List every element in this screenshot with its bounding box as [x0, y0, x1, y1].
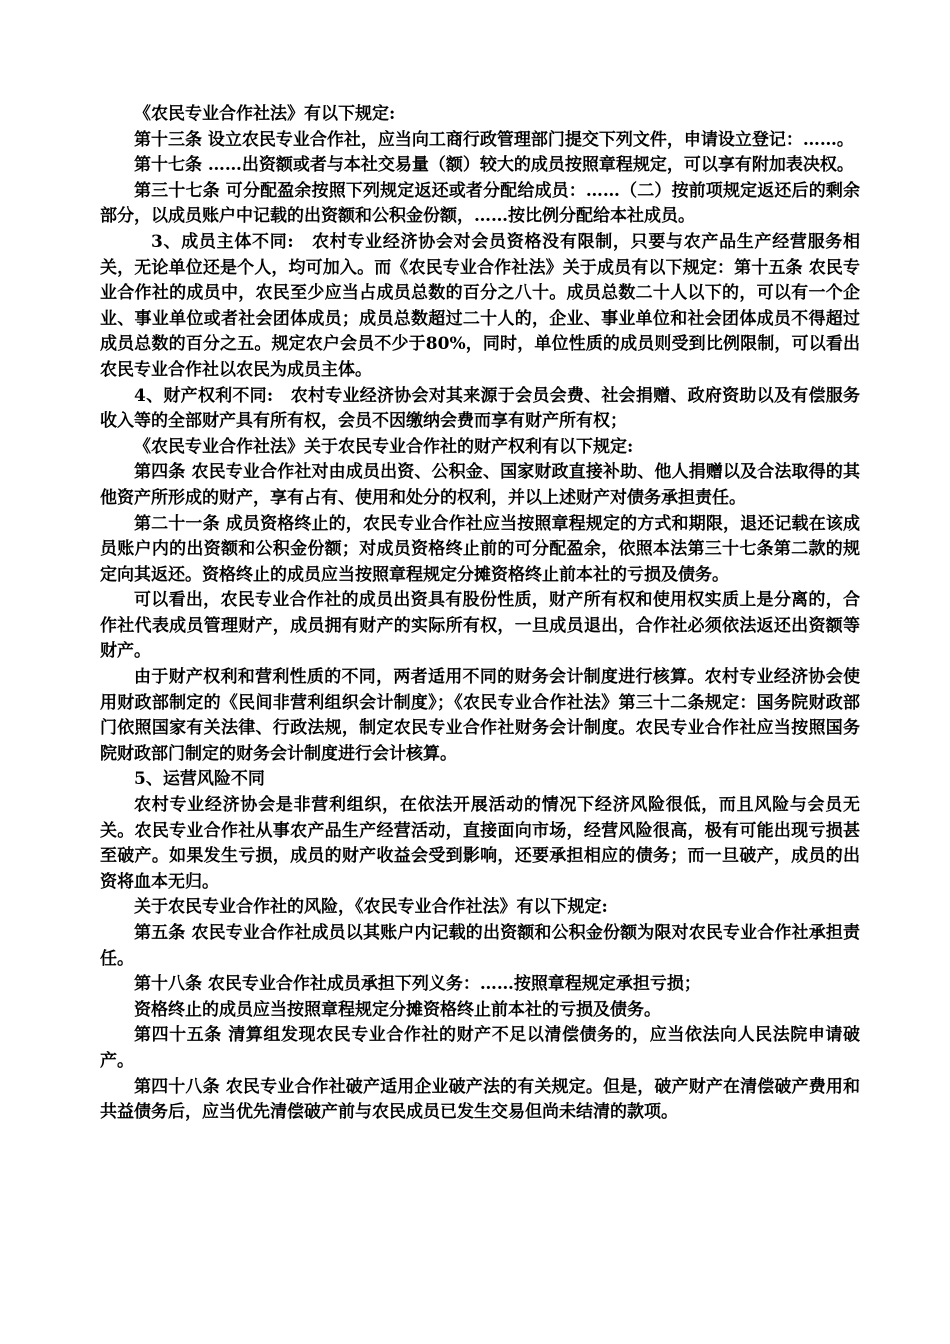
paragraph-4: 第三十七条 可分配盈余按照下列规定返还或者分配给成员：……（二）按前项规定返还后的剩余部分，以成员账户中记载的出资额和公积金份额，……按比例分配给本社成员。: [100, 180, 860, 227]
document-body: [100, 102, 860, 1126]
paragraph-1: 《农民专业合作社法》有以下规定:: [134, 104, 396, 124]
paragraph-6: 4、财产权利不同: 农村专业经济协会对其来源于会员会费、社会捐赠、政府资助以及有偿服务收入等的全部财产具有所有权，会员不因缴纳会费而享有财产所有权；: [100, 385, 860, 432]
paragraph-11: 由于财产权利和营利性质的不同，两者适用不同的财务会计制度进行核算。农村专业经济协会使用财政部制定的《民间非营利组织会计制度》；《农民专业合作社法》第三十二条规定：国务院财政部门依照国家有关法律、行政法规，制定农民专业合作社财务会计制度。农民专业合作社应当按照国务院财政部门制定的财务会计制度进行会计核算。: [100, 667, 860, 764]
paragraph-9: 第二十一条 成员资格终止的，农民专业合作社应当按照章程规定的方式和期限，退还记载在该成员账户内的出资额和公积金份额；对成员资格终止前的可分配盈余，依照本法第三十七条第二款的规定向其返还。资格终止的成员应当按照章程规定分摊资格终止前本社的亏损及债务。: [100, 513, 860, 585]
paragraph-2: 第十三条 设立农民专业合作社，应当向工商行政管理部门提交下列文件，申请设立登记：……。: [134, 129, 854, 150]
paragraph-12: 5、运营风险不同: [134, 769, 265, 790]
paragraph-13: 农村专业经济协会是非营利组织，在依法开展活动的情况下经济风险很低，而且风险与会员无关。农民专业合作社从事农产品生产经营活动，直接面向市场，经营风险很高，极有可能出现亏损甚至破产。如果发生亏损，成员的财产收益会受到影响，还要承担相应的债务；而一旦破产，成员的出资将血本无归。: [100, 795, 860, 892]
paragraph-3: 第十七条 ……出资额或者与本社交易量（额）较大的成员按照章程规定，可以享有附加表决权。: [134, 155, 854, 176]
paragraph-7: 《农民专业合作社法》关于农民专业合作社的财产权利有以下规定:: [134, 436, 634, 457]
paragraph-10: 可以看出，农民专业合作社的成员出资具有股份性质，财产所有权和使用权实质上是分离的，合作社代表成员管理财产，成员拥有财产的实际所有权，一旦成员退出，合作社必须依法返还出资额等财产。: [100, 590, 860, 662]
paragraph-19: 第四十八条 农民专业合作社破产适用企业破产法的有关规定。但是，破产财产在清偿破产费用和共益债务后，应当优先清偿破产前与农民成员已发生交易但尚未结清的款项。: [100, 1076, 860, 1123]
paragraph-14: 关于农民专业合作社的风险，《农民专业合作社法》有以下规定:: [134, 897, 608, 918]
paragraph-17: 资格终止的成员应当按照章程规定分摊资格终止前本社的亏损及债务。: [134, 999, 661, 1020]
paragraph-5: 3、成员主体不同: 农村专业经济协会对会员资格没有限制，只要与农产品生产经营服务相关，无论单位还是个人，均可加入。而《农民专业合作社法》关于成员有以下规定：第十五条 农民专业合作社的成员中，农民至少应当占成员总数的百分之八十。成员总数二十人以下的，可以有一个企业、事业单位或者社会团体成员；成员总数超过二十人的，企业、事业单位和社会团体成员不得超过成员总数的百分之五。规定农户会员不少于80%，同时，单位性质的成员则受到比例限制，可以看出农民专业合作社以农民为成员主体。: [100, 231, 860, 380]
paragraph-16: 第十八条 农民专业合作社成员承担下列义务：……按照章程规定承担亏损；: [134, 974, 701, 995]
paragraph-8: 第四条 农民专业合作社对由成员出资、公积金、国家财政直接补助、他人捐赠以及合法取得的其他资产所形成的财产，享有占有、使用和处分的权利，并以上述财产对债务承担责任。: [100, 462, 860, 508]
paragraph-15: 第五条 农民专业合作社成员以其账户内记载的出资额和公积金份额为限对农民专业合作社承担责任。: [100, 923, 860, 969]
paragraph-18: 第四十五条 清算组发现农民专业合作社的财产不足以清偿债务的，应当依法向人民法院申请破产。: [100, 1025, 860, 1071]
